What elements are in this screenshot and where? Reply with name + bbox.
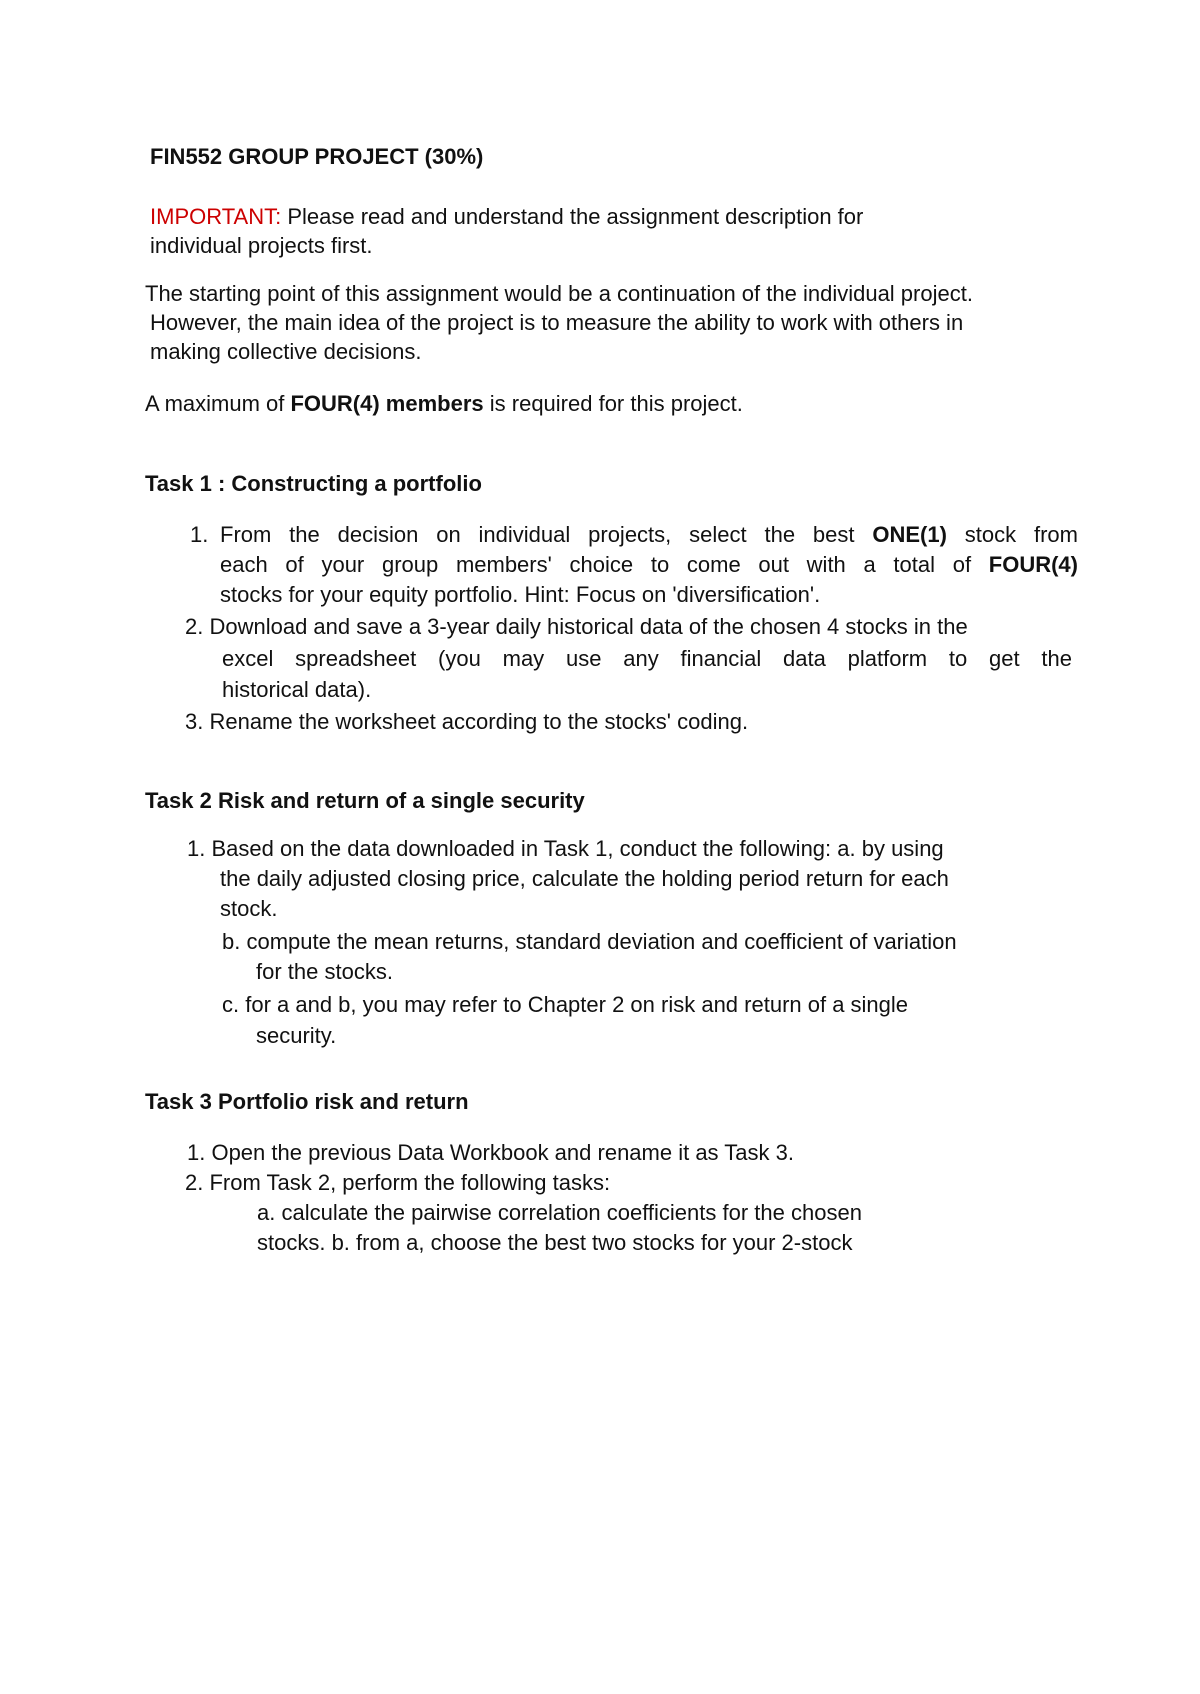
intro-line-2: However, the main idea of the project is to measure the ability to work with others in <box>150 310 964 335</box>
task3-line-4: stocks. b. from a, choose the best two stocks for your 2-stock <box>257 1230 853 1255</box>
task1-item1-bold-four: FOUR(4) <box>988 552 1078 577</box>
task1-heading: Task 1 : Constructing a portfolio <box>145 471 482 496</box>
task3-line-2: 2. From Task 2, perform the following tasks: <box>185 1170 611 1195</box>
task2-line-4: b. compute the mean returns, standard deviation and coefficient of variation <box>222 929 957 954</box>
important-text-1: Please read and understand the assignment description for <box>281 204 864 229</box>
important-line-2: individual projects first. <box>150 233 373 258</box>
task1-item2-line-2: excel spreadsheet (you may use any financial data platform to get the <box>222 646 1072 671</box>
task3-line-1: 1. Open the previous Data Workbook and rename it as Task 3. <box>187 1140 794 1165</box>
task2-line-1: 1. Based on the data downloaded in Task 1, conduct the following: a. by using <box>187 836 944 861</box>
task2-line-2: the daily adjusted closing price, calculate the holding period return for each <box>220 866 949 891</box>
task2-line-5: for the stocks. <box>256 959 393 984</box>
task1-item1-line-3: stocks for your equity portfolio. Hint: Focus on 'diversification'. <box>220 582 821 607</box>
members-line <box>145 389 743 419</box>
members-suffix: is required for this project. <box>483 391 743 416</box>
page-title: FIN552 GROUP PROJECT (30%) <box>150 144 484 169</box>
members-prefix: A maximum of <box>145 391 291 416</box>
task3-heading: Task 3 Portfolio risk and return <box>145 1089 469 1114</box>
intro-line-1: The starting point of this assignment would be a continuation of the individual project. <box>145 281 973 306</box>
task2-line-7: security. <box>256 1023 337 1048</box>
task1-item1-bold-one: ONE(1) <box>872 522 947 547</box>
important-label: IMPORTANT: <box>150 204 282 229</box>
task1-item1-line-2 <box>220 550 1078 580</box>
task1-item3: 3. Rename the worksheet according to the stocks' coding. <box>185 709 749 734</box>
members-bold: FOUR(4) members <box>290 391 484 416</box>
task1-item1-text-c: stock from <box>946 522 1078 547</box>
intro-line-3: making collective decisions. <box>150 339 422 364</box>
task1-item1-text-a: From the decision on individual projects, select the best <box>220 522 873 547</box>
task1-item1-line-1 <box>220 520 1078 550</box>
task2-line-3: stock. <box>220 896 278 921</box>
task2-heading: Task 2 Risk and return of a single security <box>145 788 585 813</box>
task1-item2-line-3: historical data). <box>222 677 372 702</box>
important-line-1 <box>150 202 863 232</box>
task1-item2-line-1: 2. Download and save a 3-year daily historical data of the chosen 4 stocks in the <box>185 614 968 639</box>
task1-item1-text-2a: each of your group members' choice to come out with a total of <box>220 552 989 577</box>
task3-line-3: a. calculate the pairwise correlation coefficients for the chosen <box>257 1200 862 1225</box>
task2-line-6: c. for a and b, you may refer to Chapter 2 on risk and return of a single <box>222 992 909 1017</box>
task1-item1-number: 1. <box>190 522 209 547</box>
